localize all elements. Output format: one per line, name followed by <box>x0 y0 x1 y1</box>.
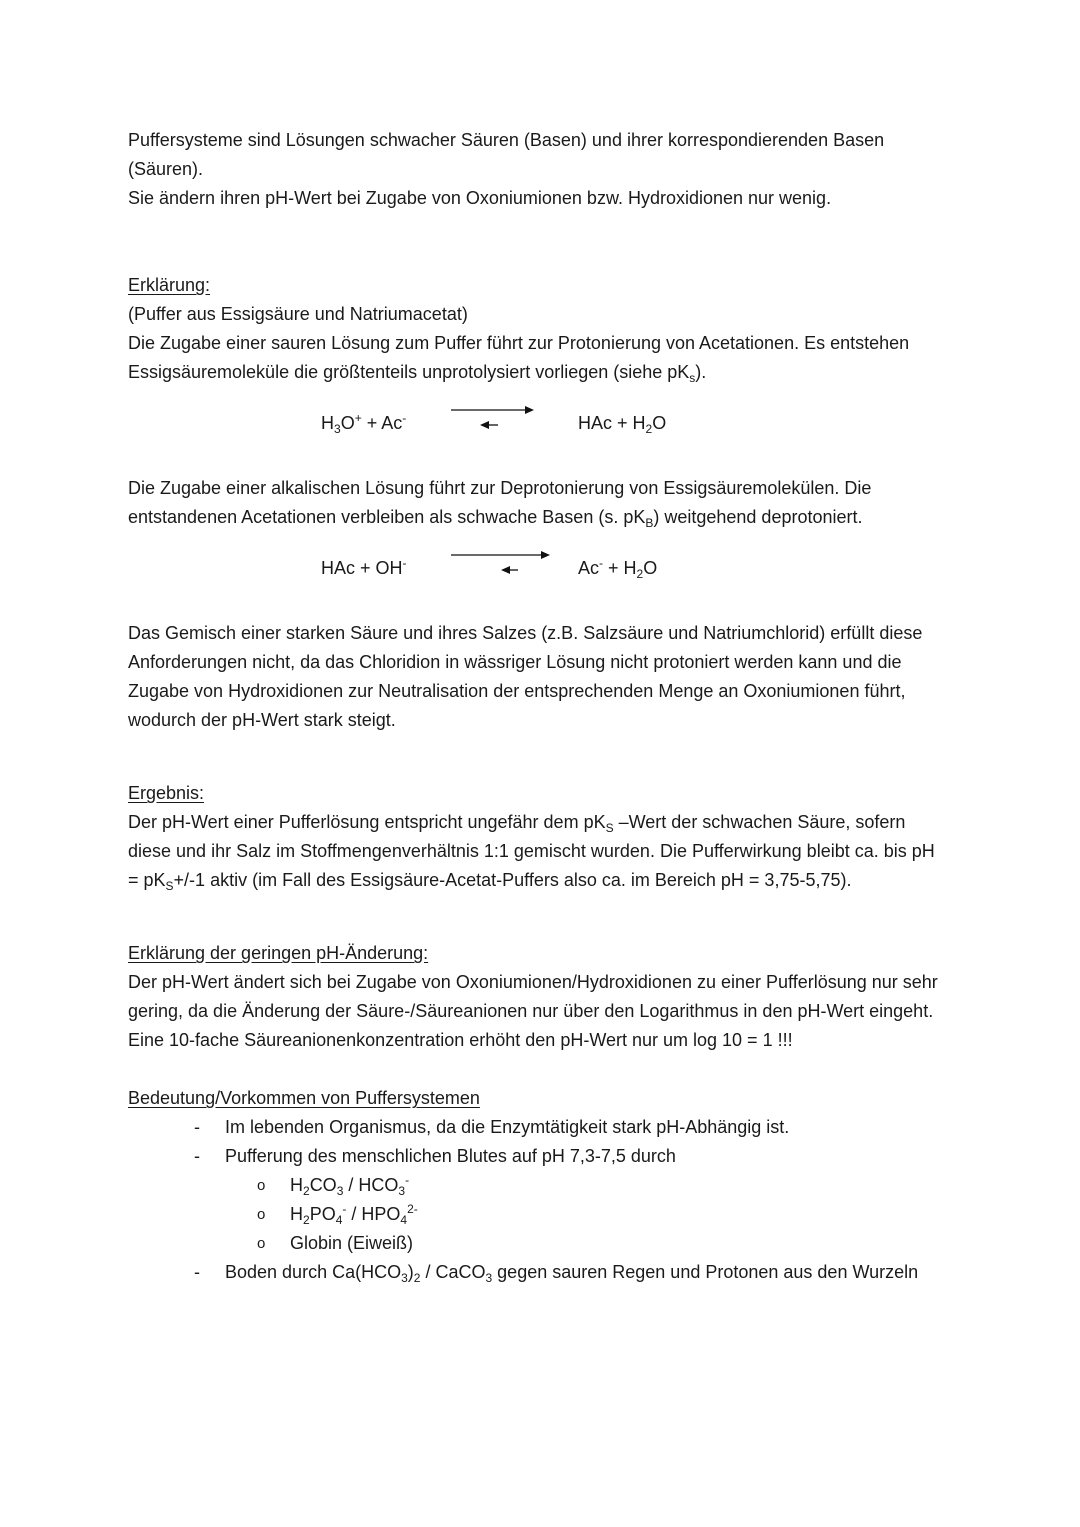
acid-addition-paragraph: Die Zugabe einer sauren Lösung zum Puffer führt zur Protonierung von Acetationen. Es entstehen Essigsäuremoleküle die größtenteils unprotolysiert vorliegen (siehe $pK_s$). <box>128 333 910 385</box>
dash-bullet: - <box>194 1146 200 1166</box>
equilibrium-arrow-icon <box>448 399 558 439</box>
circle-bullet: o <box>257 1206 266 1223</box>
buffer-subtitle: (Puffer aus Essigsäure und Natriumacetat) <box>128 304 468 324</box>
equation-deprotonation <box>128 554 938 583</box>
list-item: o Globin (Eiweiß) <box>225 1229 938 1258</box>
explanation-heading: Erklärung: <box>128 275 211 295</box>
equation-left-side: $H_3O^+ + Ac^-$ <box>321 411 407 436</box>
list-item: - Im lebenden Organismus, da die Enzymtätigkeit stark pH-Abhängig ist. <box>128 1113 938 1142</box>
base-addition-paragraph: Die Zugabe einer alkalischen Lösung führt zur Deprotonierung von Essigsäuremolekülen. Die entstandenen Acetationen verbleiben als schwache Basen (s. $pK_B$) weitgehend deprotoniert. <box>128 478 872 530</box>
small-change-heading: Erklärung der geringen pH-Änderung: <box>128 943 429 963</box>
blood-buffer-list <box>225 1171 938 1258</box>
small-change-paragraph: Der pH-Wert ändert sich bei Zugabe von Oxoniumionen/Hydroxidionen zu einer Pufferlösung nur sehr gering, da die Änderung der Säure-/Säureanionen nur über den Logarithmus in den pH-Wert eingeht. <box>128 972 938 1021</box>
result-paragraph: Der pH-Wert einer Pufferlösung entspricht ungefähr dem $pK_S$ –Wert der schwachen Säure, sofern diese und ihr Salz im Stoffmengenverhältnis 1:1 gemischt wurden. Die Pufferwirkung bleibt ca. bis pH = $pK_S+/-1$ aktiv (im Fall des Essigsäure-Acetat-Puffers also ca. im Bereich pH = 3,75-5,75). <box>128 812 935 893</box>
result-heading: Ergebnis: <box>128 783 205 803</box>
circle-bullet: o <box>257 1177 266 1194</box>
list-item: - Pufferung des menschlichen Blutes auf pH 7,3-7,5 durch o $H_2CO_3 / HCO_3^-$ o $H_2PO_4^- / HPO_4^{2-}$ o Globin (Eiweiß) <box>128 1142 938 1258</box>
tenfold-paragraph: Eine 10-fache Säureanionenkonzentration erhöht den pH-Wert nur um log 10 = 1 !!! <box>128 1030 793 1050</box>
equilibrium-arrow-icon <box>448 544 558 584</box>
intro-paragraph-1: Puffersysteme sind Lösungen schwacher Säuren (Basen) und ihrer korrespondierenden Basen (Säuren). <box>128 130 885 179</box>
dash-bullet: - <box>194 1117 200 1137</box>
equation-right-side: $Ac^- + H_2O$ <box>578 556 658 581</box>
significance-heading: Bedeutung/Vorkommen von Puffersystemen <box>128 1088 480 1108</box>
equation-right-side: HAc + $H_2O$ <box>578 413 667 436</box>
intro-paragraph-2: Sie ändern ihren pH-Wert bei Zugabe von Oxoniumionen bzw. Hydroxidionen nur wenig. <box>128 188 832 208</box>
list-item: - Boden durch $Ca(HCO_3)_2$ / CaCO$_3$ gegen sauren Regen und Protonen aus den Wurzeln <box>128 1258 938 1287</box>
list-item: o $H_2CO_3 / HCO_3^-$ <box>257 1173 410 1198</box>
document-page <box>128 126 938 1287</box>
circle-bullet: o <box>257 1235 266 1252</box>
dash-bullet: - <box>194 1262 200 1282</box>
equation-left-side: HAc + OH- <box>321 556 407 578</box>
strong-acid-paragraph: Das Gemisch einer starken Säure und ihres Salzes (z.B. Salzsäure und Natriumchlorid) erfüllt diese Anforderungen nicht, da das Chloridion in wässriger Lösung nicht protoniert werden kann und die Zugabe von Hydroxidionen zur Neutralisation der entsprechenden Menge an Oxoniumionen führt, wodurch der pH-Wert stark steigt. <box>128 623 923 730</box>
significance-list <box>128 1113 938 1287</box>
equation-protonation <box>128 409 938 438</box>
list-item: o $H_2PO_4^- / HPO_4^{2-}$ <box>257 1202 418 1227</box>
